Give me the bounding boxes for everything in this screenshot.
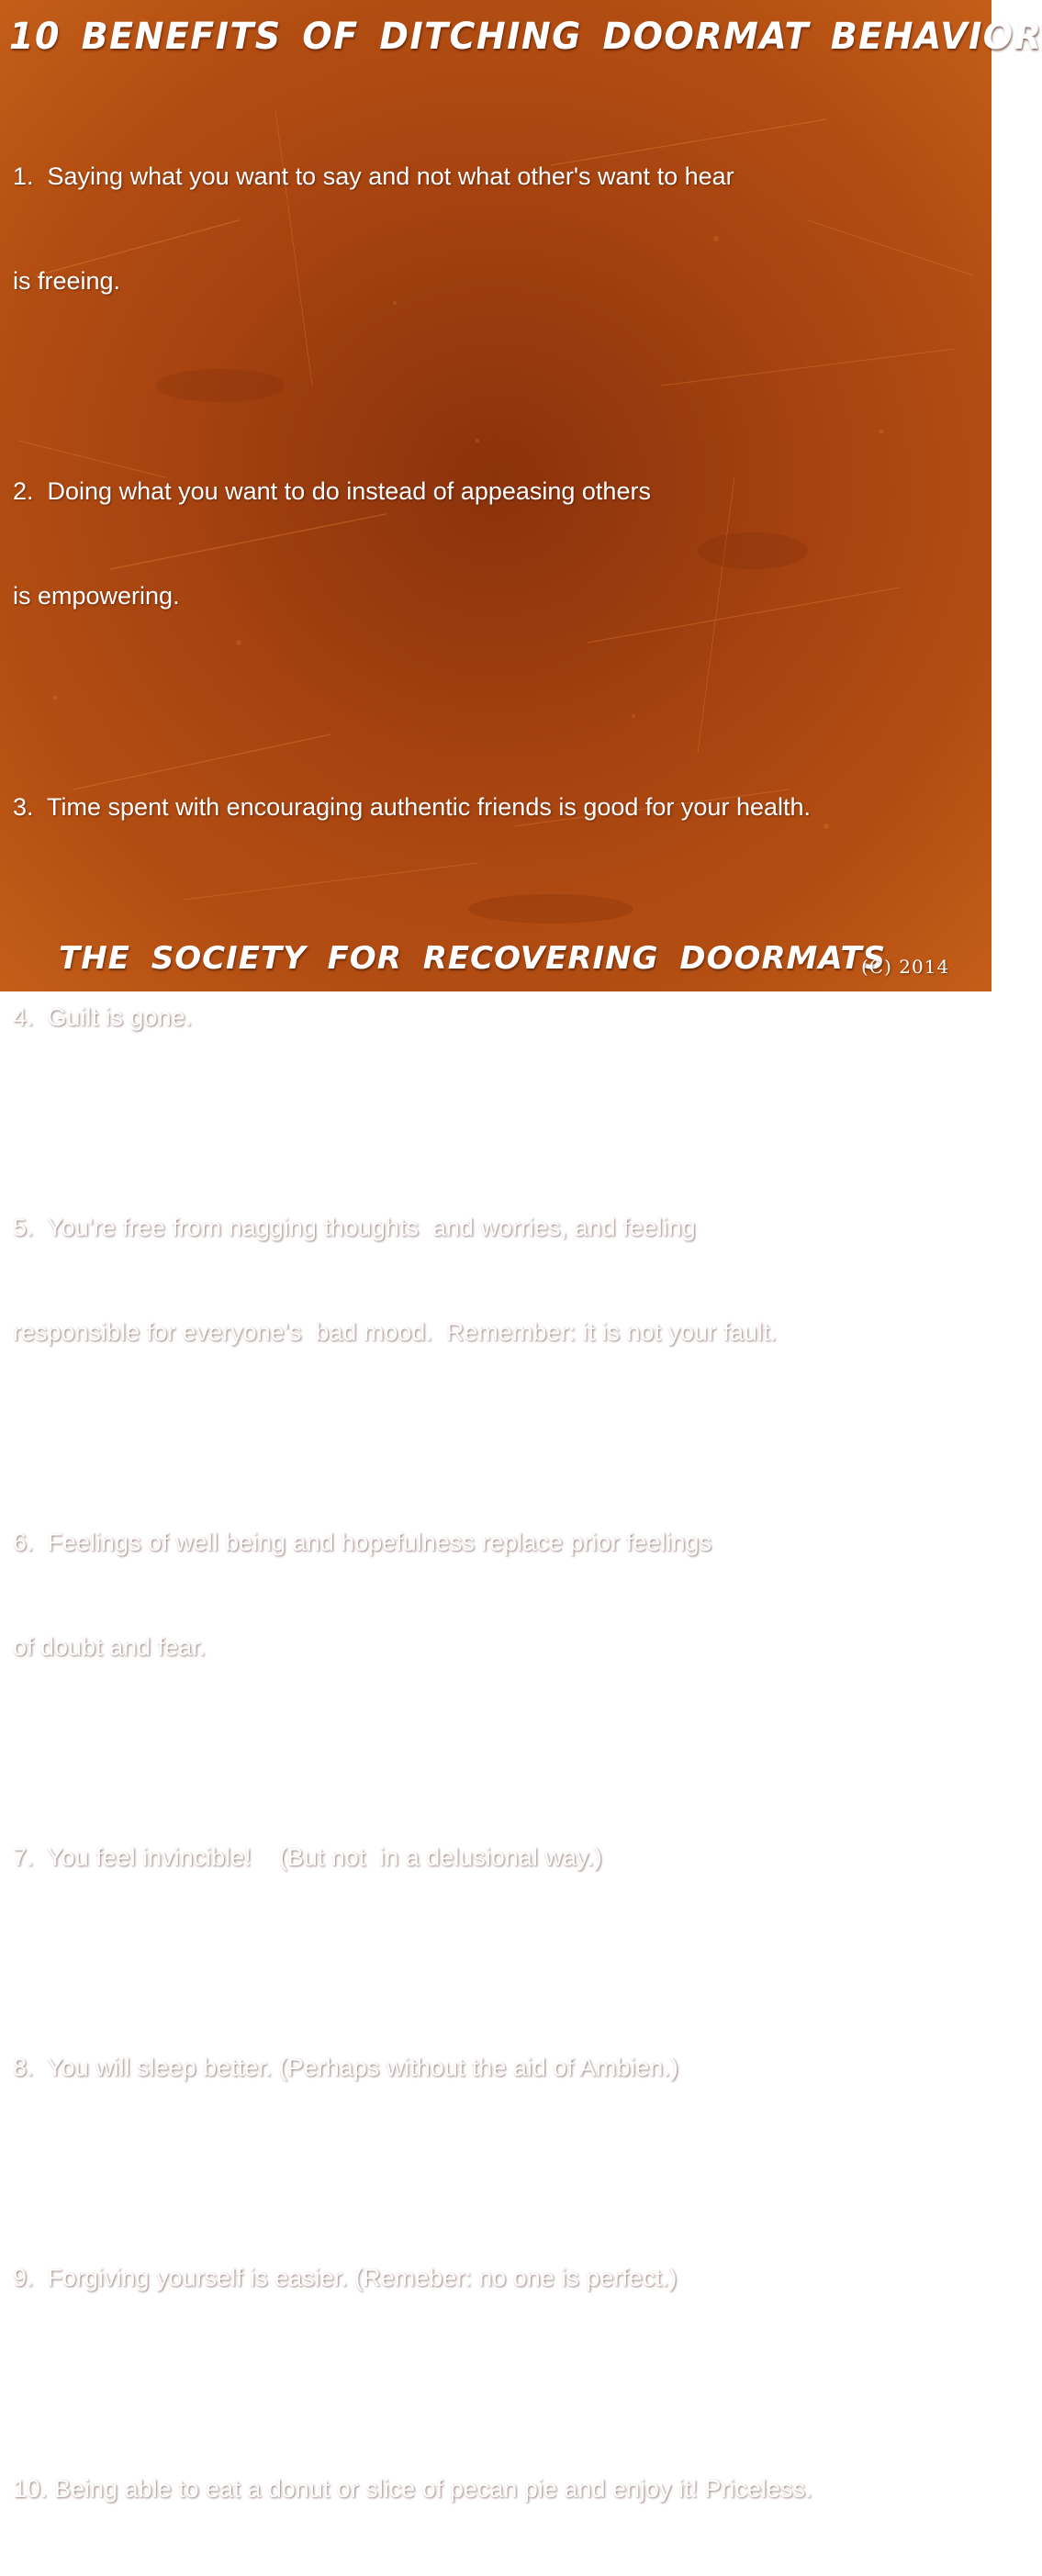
item-line: 1. Saying what you want to say and not what other's want to hear [13, 162, 734, 190]
item-line: of doubt and fear. [13, 1633, 207, 1661]
copyright-notice: (C) 2014 [861, 956, 950, 978]
item-line: 8. You will sleep better. (Perhaps without the aid of Ambien.) [13, 2054, 678, 2081]
poster-title: 10 BENEFITS OF DITCHING DOORMAT BEHAVIOR [9, 15, 1042, 58]
item-line: is freeing. [13, 267, 121, 295]
item-line: is empowering. [13, 582, 180, 610]
item-line: 4. Guilt is gone. [13, 1003, 193, 1031]
item-line: responsible for everyone's bad mood. Remember: it is not your fault. [13, 1318, 778, 1346]
list-item [13, 720, 982, 894]
item-line: 3. Time spent with encouraging authentic friends is good for your health. [13, 793, 812, 821]
item-line: 7. You feel invincible! (But not in a delusional way.) [13, 1843, 602, 1871]
item-line: 6. Feelings of well being and hopefulness replace prior feelings [13, 1529, 711, 1556]
list-item [13, 404, 982, 683]
list-item [13, 1140, 982, 1419]
list-item [13, 89, 982, 368]
list-item [13, 2402, 982, 2576]
item-line: 10. Being able to eat a donut or slice of pecan pie and enjoy it! Priceless. [13, 2475, 812, 2503]
list-item [13, 1455, 982, 1734]
item-line: 2. Doing what you want to do instead of appeasing others [13, 477, 651, 505]
list-item [13, 1980, 982, 2155]
item-line: 9. Forgiving yourself is easier. (Remeber: no one is perfect.) [13, 2264, 678, 2291]
list-item [13, 1770, 982, 1944]
footer-organization: THE SOCIETY FOR RECOVERING DOORMATS [59, 940, 887, 977]
list-item [13, 2190, 982, 2365]
benefits-list [13, 89, 982, 2576]
item-line: 5. You're free from nagging thoughts and worries, and feeling [13, 1214, 696, 1241]
